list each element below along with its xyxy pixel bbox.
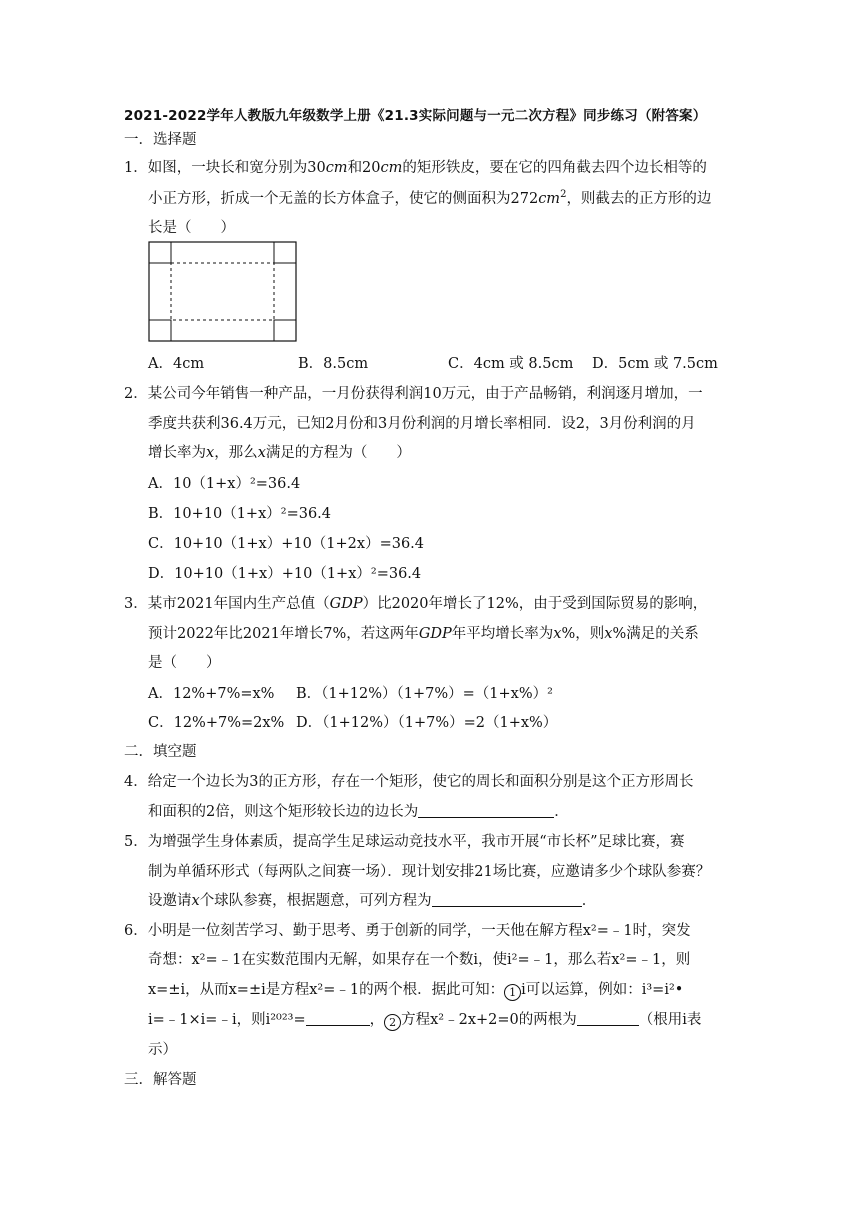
question-number: 2． (124, 386, 148, 402)
question-6-line-4: i=﹣1×i=﹣i，则i²⁰²³= ， 2 方程x²﹣2x+2=0的两根为 （根用i表 (148, 1012, 702, 1029)
corner-square (274, 320, 296, 341)
option-d[interactable]: D．（1+12%）（1+7%）=2（1+x%） (296, 715, 558, 731)
option-c[interactable]: C．12%+7%=2x% (148, 715, 285, 731)
question-3-line-3: 是（ ） (148, 655, 221, 671)
question-1-line-1: 1．如图，一块长和宽分别为30cm和20cm的矩形铁皮，要在它的四角截去四个边长相等的 (124, 160, 707, 176)
option-c[interactable]: C．4cm 或 8.5cm (448, 356, 574, 372)
question-2-line-2: 季度共获利36.4万元，已知2月份和3月份利润的月增长率相同．设2，3月份利润的月 (148, 416, 696, 432)
option-b[interactable]: B．8.5cm (298, 356, 369, 372)
question-number: 5． (124, 834, 148, 850)
question-6-line-1: 6．小明是一位刻苦学习、勤于思考、勇于创新的同学，一天他在解方程x²=﹣1时，突发 (124, 923, 691, 939)
corner-square (274, 242, 296, 263)
option-b[interactable]: B．（1+12%）（1+7%）=（1+x%）² (296, 686, 553, 702)
question-2-line-3: 增长率为x，那么x满足的方程为（ ） (148, 445, 411, 461)
section-heading-fill-in: 二．填空题 (124, 744, 197, 760)
section-heading-solution: 三．解答题 (124, 1072, 197, 1088)
corner-square (149, 242, 171, 263)
option-a[interactable]: A．12%+7%=x% (148, 686, 275, 702)
question-6-line-3: x=±i，从而x=±i是方程x²=﹣1的两个根．据此可知： 1 i可以运算，例如：i³=i²• (148, 982, 684, 999)
question-number: 4． (124, 774, 148, 790)
corner-square (149, 320, 171, 341)
question-6-line-5: 示） (148, 1042, 177, 1058)
answer-blank-2[interactable] (577, 1011, 639, 1026)
option-d[interactable]: D．5cm 或 7.5cm (592, 356, 718, 372)
option-a[interactable]: A．10（1+x）²=36.4 (148, 476, 301, 492)
question-3-line-2: 预计2022年比2021年增长7%，若这两年GDP年平均增长率为x%，则x%满足的关系 (148, 626, 699, 642)
question-5-line-3: 设邀请x个球队参赛，根据题意，可列方程为 ． (148, 893, 597, 909)
question-number: 3． (124, 596, 148, 612)
question-6-line-2: 奇想：x²=﹣1在实数范围内无解，如果存在一个数i，使i²=﹣1，那么若x²=﹣1，则 (148, 952, 691, 968)
question-number: 6． (124, 923, 148, 939)
rectangle-figure (148, 241, 298, 343)
option-b[interactable]: B．10+10（1+x）²=36.4 (148, 506, 332, 522)
question-4-line-2: 和面积的2倍，则这个矩形较长边的边长为 ． (148, 804, 569, 820)
answer-blank-1[interactable] (306, 1011, 370, 1026)
question-5-line-1: 5．为增强学生身体素质，提高学生足球运动竞技水平，我市开展“市长杯”足球比赛，赛 (124, 834, 685, 850)
question-5-line-2: 制为单循环形式（每两队之间赛一场）．现计划安排21场比赛，应邀请多少个球队参赛？ (148, 864, 711, 880)
document-title: 2021-2022学年人教版九年级数学上册《21.3实际问题与一元二次方程》同步练习（附答案） (124, 108, 707, 124)
circled-number-2: 2 (384, 1014, 401, 1031)
question-1-line-3: 长是（ ） (148, 220, 235, 236)
option-d[interactable]: D．10+10（1+x）+10（1+x）²=36.4 (148, 566, 422, 582)
question-2-line-1: 2．某公司今年销售一种产品，一月份获得利润10万元，由于产品畅销，利润逐月增加，一 (124, 386, 703, 402)
question-number: 1． (124, 160, 148, 176)
question-3-line-1: 3．某市2021年国内生产总值（GDP）比2020年增长了12%，由于受到国际贸易的影响， (124, 596, 708, 612)
question-4-line-1: 4．给定一个边长为3的正方形，存在一个矩形，使它的周长和面积分别是这个正方形周长 (124, 774, 694, 790)
answer-blank[interactable] (432, 892, 582, 907)
option-a[interactable]: A．4cm (148, 356, 205, 372)
question-1-line-2: 小正方形，折成一个无盖的长方体盒子，使它的侧面积为$272cm^2$，则截去的正方形的边 (148, 189, 712, 207)
circled-number-1: 1 (504, 984, 521, 1001)
option-c[interactable]: C．10+10（1+x）+10（1+2x）=36.4 (148, 536, 425, 552)
answer-blank[interactable] (418, 803, 554, 818)
fold-lines (171, 263, 274, 320)
section-heading-choice: 一．选择题 (124, 132, 197, 148)
